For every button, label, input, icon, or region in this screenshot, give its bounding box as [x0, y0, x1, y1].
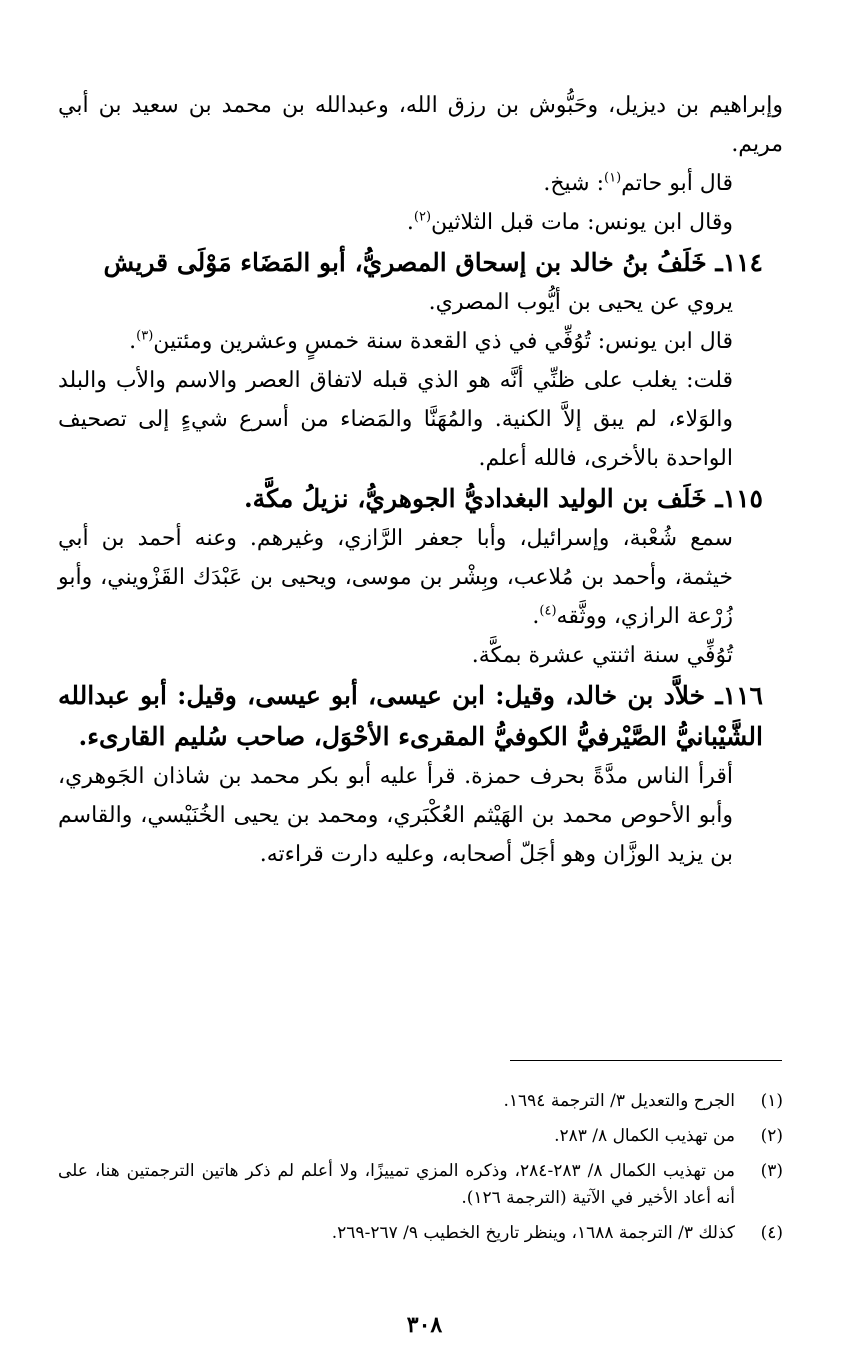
footnote-separator: [510, 1060, 782, 1061]
entry-heading-116: ١١٦ـ خلاَّد بن خالد، وقيل: ابن عيسى، أبو عيسى، وقيل: أبو عبدالله الشَّيْبانيُّ الصَّيْرفيُّ الكوفيُّ المقرىء الأحْوَل، صاحب سُليم القارىء.: [58, 681, 763, 751]
footnotes: [58, 1088, 783, 1255]
paragraph-text: قال أبو حاتم: [621, 171, 733, 196]
paragraph-text: .: [532, 604, 540, 629]
paragraph: [58, 164, 783, 203]
paragraph: تُوُفِّي سنة اثنتي عشرة بمكَّة.: [471, 643, 733, 668]
footnote-text: من تهذيب الكمال ٨/ ٢٨٣-٢٨٤، وذكره المزي تمييزًا، ولا أعلم لم ذكر هاتين الترجمتين هنا، على أنه أعاد الأخير في الآتية (الترجمة ١٢٦).: [58, 1161, 735, 1208]
paragraph-text: سمع شُعْبة، وإسرائيل، وأبا جعفر الرَّازي، وغيرهم. وعنه أحمد بن أبي خيثمة، وأحمد بن مُلاعب، وبِشْر بن موسى، ويحيى بن عَبْدَك القَزْويني، وأبو زُرْعة الرازي، ووثَّقه: [58, 526, 733, 629]
footnote-item: [58, 1158, 783, 1212]
entry-heading-114: ١١٤ـ خَلَفُ بنُ خالد بن إسحاق المصريُّ، أبو المَضَاء مَوْلَى قريش: [103, 248, 763, 277]
page-number: ٣٠٨: [406, 1312, 443, 1338]
paragraph-text: قال ابن يونس: تُوُفِّي في ذي القعدة سنة خمسٍ وعشرين ومئتين: [153, 329, 733, 354]
paragraph: أقرأ الناس مدَّةً بحرف حمزة. قرأ عليه أبو بكر محمد بن شاذان الجَوهري، وأبو الأحوص محمد بن الهَيْثم العُكْبَري، ومحمد بن يحيى الخُنَيْسي، والقاسم بن يزيد الوزَّان وهو أجَلّ أصحابه، وعليه دارت قراءته.: [58, 764, 733, 867]
footnote-number: (٣): [760, 1161, 783, 1181]
main-text: [58, 86, 783, 874]
footnote-ref[interactable]: (٣): [136, 328, 154, 344]
paragraph: قلت: يغلب على ظنِّي أنَّه هو الذي قبله لاتفاق العصر والاسم والأب والبلد والوَلاء، لم يبق إلاَّ الكنية. والمُهَنَّا والمَضاء من أسرع شيءٍ إلى تصحيف الواحدة بالأخرى، فالله أعلم.: [58, 368, 733, 471]
paragraph-text: .: [129, 329, 137, 354]
footnote-number: (١): [760, 1091, 783, 1111]
footnote-text: من تهذيب الكمال ٨/ ٢٨٣.: [554, 1126, 735, 1146]
paragraph: [58, 519, 783, 636]
paragraph: يروي عن يحيى بن أيُّوب المصري.: [428, 290, 733, 315]
paragraph: [58, 322, 783, 361]
footnote-text: كذلك ٣/ الترجمة ١٦٨٨، وينظر تاريخ الخطيب ٩/ ٢٦٧-٢٦٩.: [331, 1223, 735, 1243]
paragraph: [58, 203, 783, 242]
footnote-item: [58, 1220, 783, 1247]
footnote-number: (٢): [760, 1126, 783, 1146]
paragraph: وإبراهيم بن ديزيل، وحَبُّوش بن رزق الله، وعبدالله بن محمد بن سعيد بن أبي مريم.: [58, 93, 783, 157]
footnote-ref[interactable]: (٤): [539, 603, 557, 619]
footnote-ref[interactable]: (١): [604, 170, 622, 186]
paragraph-text: وقال ابن يونس: مات قبل الثلاثين: [431, 210, 733, 235]
entry-heading-115: ١١٥ـ خَلَف بن الوليد البغداديُّ الجوهريُّ، نزيلُ مكَّة.: [243, 484, 763, 513]
footnote-text: الجرح والتعديل ٣/ الترجمة ١٦٩٤.: [503, 1091, 735, 1111]
footnote-item: [58, 1123, 783, 1150]
paragraph-text: .: [406, 210, 414, 235]
footnote-ref[interactable]: (٢): [413, 209, 432, 225]
paragraph-text: : شيخ.: [543, 171, 604, 196]
footnote-number: (٤): [760, 1223, 783, 1243]
footnote-item: [58, 1088, 783, 1115]
